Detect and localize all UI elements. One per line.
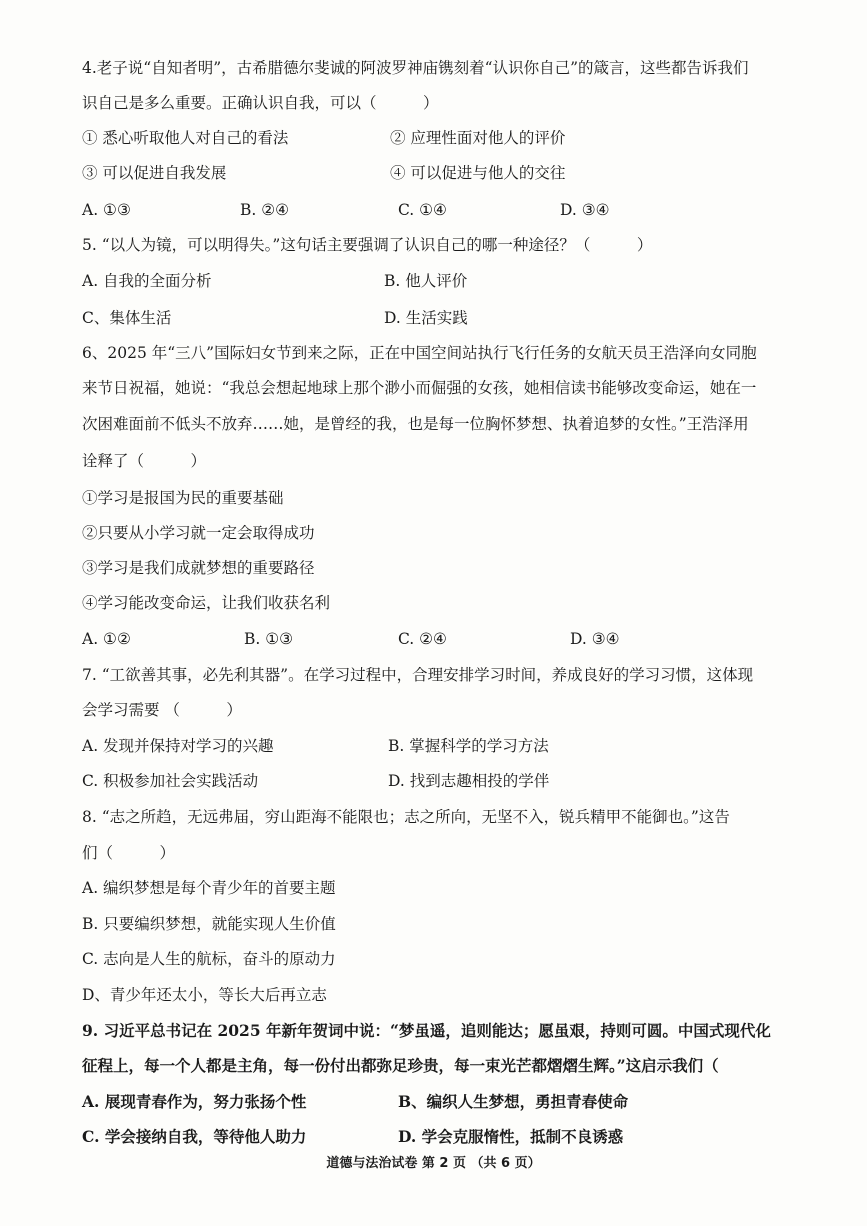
q9-option-b: B、编织人生梦想，勇担青春使命 [398, 1092, 629, 1111]
q8-option-b: B. 只要编织梦想，就能实现人生价值 [82, 915, 336, 933]
q6-item-3: ③学习是我们成就梦想的重要路径 [82, 559, 315, 577]
q4-stem-line1: 4.老子说“自知者明”，古希腊德尔斐诚的阿波罗神庙镌刻着“认识你自己”的箴言，这些都告诉我们 [82, 59, 749, 77]
q6-stem-line2: 来节日祝福，她说：“我总会想起地球上那个渺小而倔强的女孩，她相信读书能够改变命运，她在一 [82, 379, 757, 397]
q9-stem-line2: 征程上，每一个人都是主角，每一份付出都弥足珍贵，每一束光芒都熠熠生辉。”这启示我们（ [82, 1056, 719, 1075]
q4-option-b: B. ②④ [240, 201, 290, 219]
q4-item-2: ② 应理性面对他人的评价 [390, 129, 566, 147]
q8-option-c: C. 志向是人生的航标，奋斗的原动力 [82, 950, 336, 968]
q8-stem-line2: 们（ ） [82, 844, 176, 862]
q6-option-b: B. ①③ [244, 630, 294, 648]
q9-option-c: C. 学会接纳自我，等待他人助力 [82, 1127, 307, 1146]
q7-option-c: C. 积极参加社会实践活动 [82, 772, 259, 790]
q4-option-d: D. ③④ [560, 201, 610, 219]
q4-stem-line2: 识自己是多么重要。正确认识自我，可以（ ） [82, 94, 439, 112]
q6-stem-line3: 次困难面前不低头不放弃……她，是曾经的我，也是每一位胸怀梦想、执着追梦的女性。”王浩泽用 [82, 415, 749, 433]
q6-option-d: D. ③④ [570, 630, 620, 648]
q4-option-c: C. ①④ [398, 201, 447, 219]
q7-option-d: D. 找到志趣相投的学伴 [388, 772, 550, 790]
q5-option-b: B. 他人评价 [384, 272, 468, 290]
q4-option-a: A. ①③ [82, 201, 131, 219]
q5-option-a: A. 自我的全面分析 [82, 272, 212, 290]
page-footer: 道德与法治试卷 第 2 页 （共 6 页） [326, 1156, 541, 1171]
q8-option-d: D、青少年还太小，等长大后再立志 [82, 986, 327, 1004]
q4-item-4: ④ 可以促进与他人的交往 [390, 164, 566, 182]
q8-stem-line1: 8. “志之所趋，无远弗届，穷山距海不能限也；志之所向，无坚不入，锐兵精甲不能御也。”这告 [82, 808, 730, 826]
q9-option-d: D. 学会克服惰性，抵制不良诱惑 [398, 1127, 624, 1146]
q5-option-d: D. 生活实践 [384, 309, 468, 327]
q4-item-3: ③ 可以促进自我发展 [82, 164, 227, 182]
q7-stem-line2: 会学习需要 （ ） [82, 701, 242, 719]
q6-option-a: A. ①② [82, 630, 131, 648]
q6-item-1: ①学习是报国为民的重要基础 [82, 489, 284, 507]
q7-option-b: B. 掌握科学的学习方法 [388, 737, 549, 755]
q9-option-a: A. 展现青春作为，努力张扬个性 [82, 1092, 307, 1111]
q4-item-1: ① 悉心听取他人对自己的看法 [82, 129, 289, 147]
q6-option-c: C. ②④ [398, 630, 447, 648]
q6-item-2: ②只要从小学习就一定会取得成功 [82, 524, 315, 542]
q7-stem-line1: 7. “工欲善其事，必先利其器”。在学习过程中，合理安排学习时间，养成良好的学习习惯，这体现 [82, 666, 754, 684]
q5-stem: 5. “以人为镜，可以明得失。”这句话主要强调了认识自己的哪一种途径？（ ） [82, 236, 653, 254]
q6-stem-line1: 6、2025 年“三八”国际妇女节到来之际，正在中国空间站执行飞行任务的女航天员王浩泽向女同胞 [82, 344, 757, 362]
q6-stem-line4: 诠释了（ ） [82, 452, 207, 470]
q5-option-c: C、集体生活 [82, 309, 172, 327]
q7-option-a: A. 发现并保持对学习的兴趣 [82, 737, 274, 755]
q6-item-4: ④学习能改变命运，让我们收获名利 [82, 594, 331, 612]
q9-stem-line1: 9. 习近平总书记在 2025 年新年贺词中说：“梦虽遥，追则能达；愿虽艰，持则可圆。中国式现代化 [82, 1021, 771, 1040]
q8-option-a: A. 编织梦想是每个青少年的首要主题 [82, 879, 336, 897]
